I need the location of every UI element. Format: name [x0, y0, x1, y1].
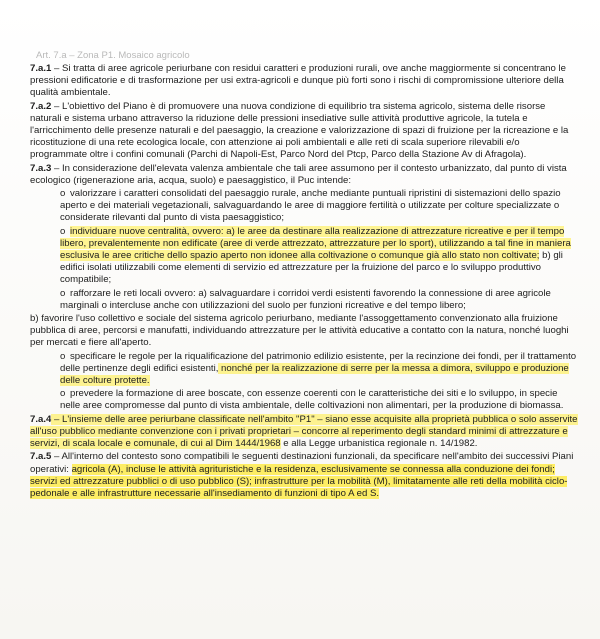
list-item-text: rafforzare le reti locali ovvero: a) salvaguardare i corridoi verdi esistenti favorendo la connessione di aree agricole marginali o intercluse anche con utilizzazioni del suolo per funzioni ricreative e del tempo libero; — [60, 287, 551, 311]
highlighted-text: – L'insieme delle aree periurbane classificate nell'ambito "P1" – siano esse acquisite alla proprietà pubblica o solo asservite all'uso pubblico mediante convenzione con i privati proprietari – concorre al reperimento degli standard minimi di attrezzature e servizi, di scala locale e comunale, di cui al Dim 1444/1968 — [30, 413, 578, 450]
highlighted-text: individuare nuove centralità, ovvero: a) le aree da destinare alla realizzazione di attrezzature ricreative e per il tempo libero, prevalentemente non edificate (aree di verde attrezzato, attrezzature per lo sport), utilizzando a tal fine in maniera esclusiva le aree critiche dello spazio aperto non idonee alla coltivazione o comunque già allo stato non coltivate; — [60, 225, 571, 262]
paragraph-text: – L'obiettivo del Piano è di promuovere una nuova condizione di equilibrio tra sistema agricolo, sistema delle risorse naturali e sistema urbano attraverso la riduzione delle pressioni insediative sulle attività produttive agricole, la tutela e l'arricchimento delle presenze naturali e del paesaggio, la creazione e valorizzazione di spazi di fruizione per la ricreazione e la ricostituzione di una rete ecologica locale, con attenzione ai poli ambientali e alle reti di scala superiore rilevabili e/o programmate oltre i confini comunali (Parchi di Napoli-Est, Parco Nord del Ptcp, Parco della Stazione Av di Afragola). — [30, 100, 569, 161]
list-item-text: b) gli edifici isolati utilizzabili come elementi di servizio ed attrezzature per la fruizione del parco e lo sviluppo produttivo compatibile; — [60, 250, 563, 286]
paragraph-7a1 — [30, 63, 578, 100]
list-item-text: prevedere la formazione di aree boscate, con essenze coerenti con le caratteristiche dei siti e lo sviluppo, in specie nelle aree compromesse dal punto di vista ambientale, delle coltivazioni non alimentari, per la produzione di biomassa. — [60, 388, 564, 412]
article-heading: Art. 7.a – Zona P1. Mosaico agricolo — [36, 50, 190, 61]
bullet-icon: o — [60, 188, 66, 200]
bullet-icon: o — [60, 287, 66, 299]
bullet-icon: o — [60, 388, 66, 400]
list-item-valorizzare — [30, 188, 578, 225]
paragraph-b-favorire — [30, 313, 578, 350]
paragraph-text: – All'interno del contesto sono compatibili le seguenti destinazioni funzionali, da specificare nell'ambito dei successivi Piani operativi: — [30, 451, 574, 475]
list-item-text: specificare le regole per la riqualificazione del patrimonio edilizio esistente, per la recinzione dei fondi, per il trattamento delle pertinenze degli edifici esistenti, — [60, 350, 577, 374]
list-item-prevedere — [30, 388, 578, 412]
paragraph-text: – Si tratta di aree agricole periurbane con residui caratteri e produzioni rurali, ove anche maggiormente si concentrano le pressioni edificatorie e di trasformazione per usi extra-agricoli e dunque più forti sono i rischi di compromissione ulteriore della qualità ambientale. — [30, 63, 566, 99]
list-item-rafforzare — [30, 288, 578, 312]
list-item-individuare — [30, 226, 578, 287]
paragraph-7a2 — [30, 101, 578, 162]
highlighted-text: nonché per la realizzazione di serre per la messa a dimora, sviluppo e produzione delle colture protette. — [60, 362, 569, 387]
highlighted-text: agricola (A), incluse le attività agrituristiche e la residenza, esclusivamente se connessa alla conduzione dei fondi; servizi ed attrezzature pubblici o di uso pubblico (S); infrastrutture per la mobilità (M), limitatamente alle reti della mobilità ciclo-pedonale e alle infrastrutture necessarie all'insediamento di funzioni di tipo A ed S. — [30, 463, 568, 499]
paragraph-number: 7.a.4 — [30, 413, 52, 425]
paragraph-number: 7.a.3 — [30, 162, 52, 174]
paragraph-7a3 — [30, 163, 578, 187]
paragraph-number: 7.a.5 — [30, 451, 52, 463]
bullet-icon: o — [60, 350, 66, 362]
list-item-specificare — [30, 351, 578, 388]
paragraph-text: – In considerazione dell'elevata valenza ambientale che tali aree assumono per il contesto urbanizzato, dal punto di vista ecologico (rigenerazione aria, acqua, suolo) e paesaggistico, il Puc intende: — [30, 162, 567, 186]
paragraph-7a5 — [30, 451, 578, 500]
paragraph-text: e alla Legge urbanistica regionale n. 14/1982. — [280, 438, 478, 450]
paragraph-text: b) favorire l'uso collettivo e sociale del sistema agricolo periurbano, mediante l'assoggettamento convenzionato alla fruizione pubblica di aree, percorsi e manufatti, individuando attrezzature per le attività educative a contatto con la natura, nonché luoghi per mercati e fiere all'aperto. — [30, 313, 569, 349]
paragraph-7a4 — [30, 414, 578, 451]
bullet-icon: o — [60, 225, 66, 237]
list-item-text: valorizzare i caratteri consolidati del paesaggio rurale, anche mediante puntuali ripristini di sistemazioni dello spazio aperto e dei materiali vegetazionali, salvaguardando le aree di maggiore fertilità o utilizzate per colture specializzate o considerate rilevanti dal punto di vista paesaggistico; — [60, 188, 561, 224]
paragraph-number: 7.a.2 — [30, 100, 52, 112]
paragraph-number: 7.a.1 — [30, 63, 52, 74]
